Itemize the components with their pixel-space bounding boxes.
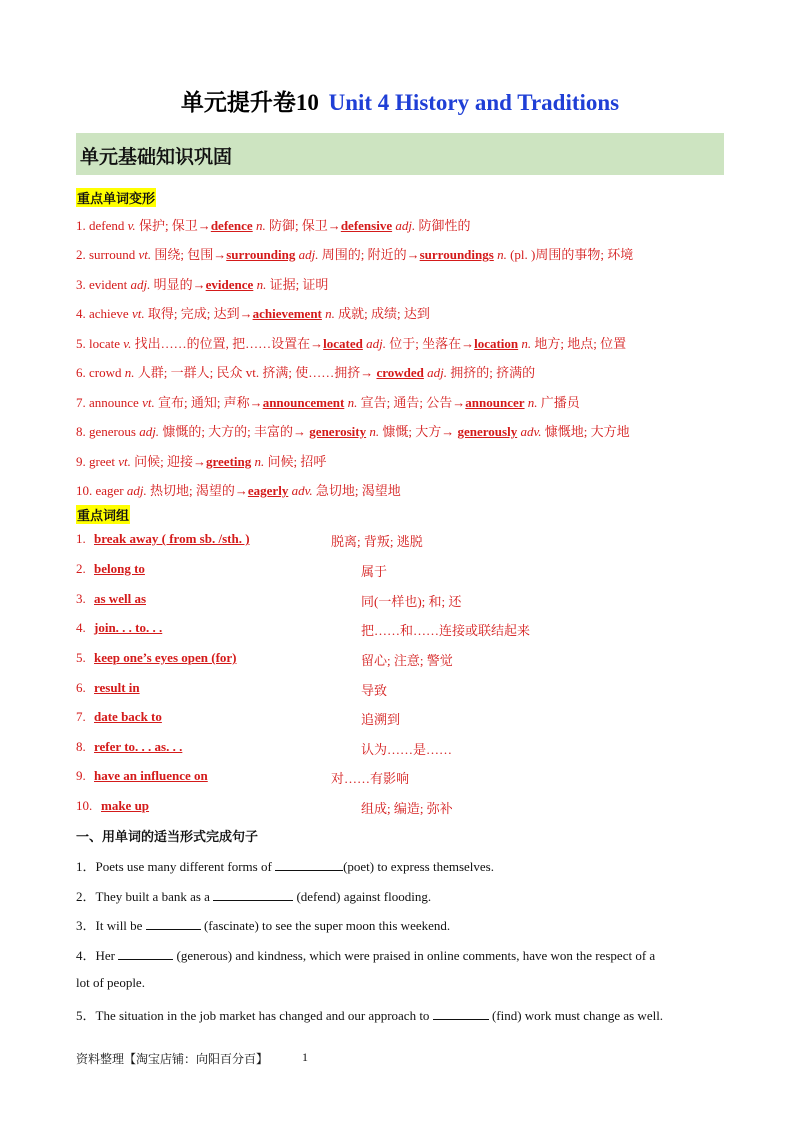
word-meaning: 明显的→ — [150, 277, 206, 292]
phrases-heading — [76, 505, 130, 525]
phrase-number: 6. — [76, 680, 86, 695]
word-meaning: 慷慨; 大方→ — [379, 424, 458, 439]
phrase-row — [76, 650, 756, 670]
phrase-row — [76, 561, 756, 581]
pos-label: adj. — [126, 483, 147, 498]
word-meaning: 广播员 — [537, 395, 580, 410]
word-base: 9. greet — [76, 454, 119, 469]
answer-blank[interactable] — [275, 859, 343, 871]
word-meaning: 证据; 证明 — [266, 277, 329, 292]
phrase-meaning: 留心; 注意; 警觉 — [361, 653, 453, 668]
word-meaning: 问候; 招呼 — [264, 454, 327, 469]
answer-2: generously — [457, 424, 518, 439]
pos-label: n. — [256, 277, 267, 292]
exercise-sentence — [76, 945, 724, 964]
word-meaning: 周围的; 附近的→ — [318, 247, 420, 262]
pos-label: n. — [527, 395, 538, 410]
pos-label: adj. — [139, 424, 160, 439]
phrase-text: join. . . to. . . — [94, 620, 163, 635]
section-title: 单元基础知识巩固 — [80, 147, 233, 168]
title-en: Unit 4 History and Traditions — [328, 90, 620, 115]
pos-label: n. — [521, 336, 532, 351]
word-meaning: 宣布; 通知; 声称→ — [154, 395, 263, 410]
phrase-text: have an influence on — [94, 768, 208, 783]
phrase-text: result in — [94, 680, 140, 695]
word-meaning: 位于; 坐落在→ — [385, 336, 475, 351]
word-meaning: 人群; 一群人; 民众 vt. 挤满; 使……拥挤→ — [134, 365, 377, 380]
word-meaning: 成就; 成绩; 达到 — [334, 306, 430, 321]
pos-label: vt. — [138, 247, 152, 262]
phrase-meaning: 追溯到 — [361, 712, 401, 727]
pos-label: adv. — [291, 483, 313, 498]
word-meaning: 宣告; 通告; 公告→ — [357, 395, 466, 410]
answer-2: location — [474, 336, 519, 351]
pos-label: n. — [369, 424, 380, 439]
answer-1: located — [323, 336, 363, 351]
pos-label: adj. — [298, 247, 319, 262]
word-row — [76, 362, 756, 381]
phrase-meaning: 同(一样也); 和; 还 — [361, 594, 462, 609]
title-cn: 单元提升卷10 — [180, 90, 319, 115]
word-meaning: 保护; 保卫→ — [135, 218, 211, 233]
word-row — [76, 303, 756, 322]
pos-label: vt. — [142, 395, 155, 410]
pos-label: n. — [124, 365, 135, 380]
phrase-text: break away ( from sb. /sth. ) — [94, 531, 250, 546]
pos-label: n. — [497, 247, 507, 262]
pos-label: adj. — [427, 365, 448, 380]
answer-1: announcement — [262, 395, 345, 410]
phrase-meaning: 对……有影响 — [331, 771, 410, 786]
answer-2: surroundings — [419, 247, 494, 262]
exercise-sentence — [76, 1005, 724, 1024]
phrase-meaning: 组成; 编造; 弥补 — [361, 801, 453, 816]
word-row — [76, 421, 756, 440]
word-base: 2. surround — [76, 247, 139, 262]
word-meaning: 防御性的 — [415, 218, 471, 233]
sentence-text: 3．It will be — [76, 918, 146, 933]
phrase-row — [76, 531, 756, 551]
word-meaning: 热切地; 渴望的→ — [146, 483, 248, 498]
phrase-row — [76, 739, 756, 759]
pos-label: v. — [127, 218, 136, 233]
word-meaning: 取得; 完成; 达到→ — [144, 306, 253, 321]
phrase-row — [76, 620, 756, 640]
section-header — [76, 133, 724, 175]
phrase-number: 5. — [76, 650, 86, 665]
phrase-number: 9. — [76, 768, 86, 783]
word-base: 1. defend — [76, 218, 128, 233]
phrase-meaning: 脱离; 背叛; 逃脱 — [331, 534, 423, 549]
phrase-row — [76, 709, 756, 729]
phrase-text: keep one’s eyes open (for) — [94, 650, 237, 665]
phrases-heading-label: 重点词组 — [76, 505, 130, 524]
answer-1: evidence — [205, 277, 254, 292]
word-row — [76, 274, 756, 293]
sentence-text: (poet) to express themselves. — [343, 859, 494, 874]
phrase-number: 4. — [76, 620, 86, 635]
sentence-text: (find) work must change as well. — [488, 1008, 664, 1023]
phrase-number: 3. — [76, 591, 86, 606]
word-row — [76, 451, 756, 470]
word-meaning: 慷慨的; 大方的; 丰富的→ — [159, 424, 310, 439]
phrase-number: 1. — [76, 531, 86, 546]
word-row — [76, 215, 756, 234]
word-row — [76, 244, 756, 263]
word-base: 8. generous — [76, 424, 140, 439]
exercise-sentence — [76, 886, 724, 905]
phrase-meaning: 认为……是…… — [361, 742, 453, 757]
answer-1: surrounding — [226, 247, 296, 262]
phrase-text: date back to — [94, 709, 162, 724]
words-heading-label: 重点单词变形 — [76, 188, 156, 207]
word-meaning: 拥挤的; 挤满的 — [447, 365, 536, 380]
pos-label: adj. — [366, 336, 386, 351]
answer-1: crowded — [376, 365, 424, 380]
exercise-sentence — [76, 975, 724, 991]
phrase-row — [76, 768, 756, 788]
sentence-text: 2．They built a bank as a — [76, 889, 214, 904]
word-meaning: 地方; 地点; 位置 — [531, 336, 627, 351]
footer-text: 资料整理【淘宝店铺：向阳百分百】 — [76, 1052, 269, 1066]
exercise-sentence — [76, 915, 724, 934]
word-base: 10. eager — [76, 483, 127, 498]
answer-1: achievement — [252, 306, 322, 321]
answer-blank[interactable] — [213, 889, 293, 901]
sentence-text: 4．Her — [76, 948, 119, 963]
phrase-meaning: 把……和……连接或联结起来 — [361, 623, 531, 638]
sentence-text: 5．The situation in the job market has changed and our approach to — [76, 1008, 433, 1023]
page-number: 1 — [302, 1050, 308, 1064]
pos-label: v. — [123, 336, 132, 351]
phrase-number: 2. — [76, 561, 86, 576]
answer-blank[interactable] — [433, 1008, 489, 1020]
answer-blank[interactable] — [146, 918, 201, 930]
phrase-text: belong to — [94, 561, 145, 576]
answer-1: generosity — [309, 424, 367, 439]
pos-label: adv. — [520, 424, 542, 439]
pos-label: vt. — [131, 306, 145, 321]
sentence-text: (fascinate) to see the super moon this weekend. — [200, 918, 451, 933]
phrase-number: 8. — [76, 739, 86, 754]
phrase-row — [76, 591, 756, 611]
answer-1: eagerly — [247, 483, 289, 498]
word-meaning: 防御; 保卫→ — [265, 218, 341, 233]
pos-label: adj. — [130, 277, 151, 292]
phrase-row — [76, 798, 756, 818]
answer-1: defence — [210, 218, 253, 233]
phrase-meaning: 导致 — [361, 683, 388, 698]
phrase-number: 7. — [76, 709, 86, 724]
answer-1: greeting — [206, 454, 252, 469]
word-row — [76, 333, 756, 352]
exercise-heading: 一、用单词的适当形式完成句子 — [76, 829, 259, 844]
word-base: 7. announce — [76, 395, 143, 410]
answer-blank[interactable] — [118, 948, 173, 960]
answer-2: announcer — [465, 395, 525, 410]
page-title — [0, 84, 800, 117]
pos-label: n. — [325, 306, 335, 321]
word-base: 5. locate — [76, 336, 124, 351]
pos-label: n. — [255, 218, 266, 233]
sentence-text: 1．Poets use many different forms of — [76, 859, 276, 874]
pos-label: n. — [347, 395, 358, 410]
phrase-text: refer to. . . as. . . — [94, 739, 183, 754]
sentence-text: lot of people. — [76, 975, 145, 990]
word-base: 3. evident — [76, 277, 131, 292]
words-heading — [76, 188, 156, 208]
pos-label: adj. — [395, 218, 416, 233]
pos-label: n. — [254, 454, 265, 469]
word-base: 4. achieve — [76, 306, 132, 321]
word-meaning: 围绕; 包围→ — [151, 247, 227, 262]
phrase-number: 10. — [76, 798, 93, 813]
word-base: 6. crowd — [76, 365, 125, 380]
sentence-text: (generous) and kindness, which were praised in online comments, have won the respect of a — [173, 948, 656, 963]
exercise-sentence — [76, 856, 724, 875]
pos-label: vt. — [118, 454, 131, 469]
sentence-text: (defend) against flooding. — [293, 889, 432, 904]
word-row — [76, 480, 756, 499]
word-meaning: (pl. )周围的事物; 环境 — [506, 247, 634, 262]
word-row — [76, 392, 756, 411]
word-meaning: 急切地; 渴望地 — [312, 483, 401, 498]
phrase-meaning: 属于 — [361, 564, 388, 579]
word-meaning: 找出……的位置, 把……设置在→ — [131, 336, 324, 351]
word-meaning: 问候; 迎接→ — [130, 454, 206, 469]
word-meaning: 慷慨地; 大方地 — [541, 424, 630, 439]
phrase-row — [76, 680, 756, 700]
answer-2: defensive — [340, 218, 393, 233]
phrase-text: make up — [101, 798, 150, 813]
phrase-text: as well as — [94, 591, 146, 606]
